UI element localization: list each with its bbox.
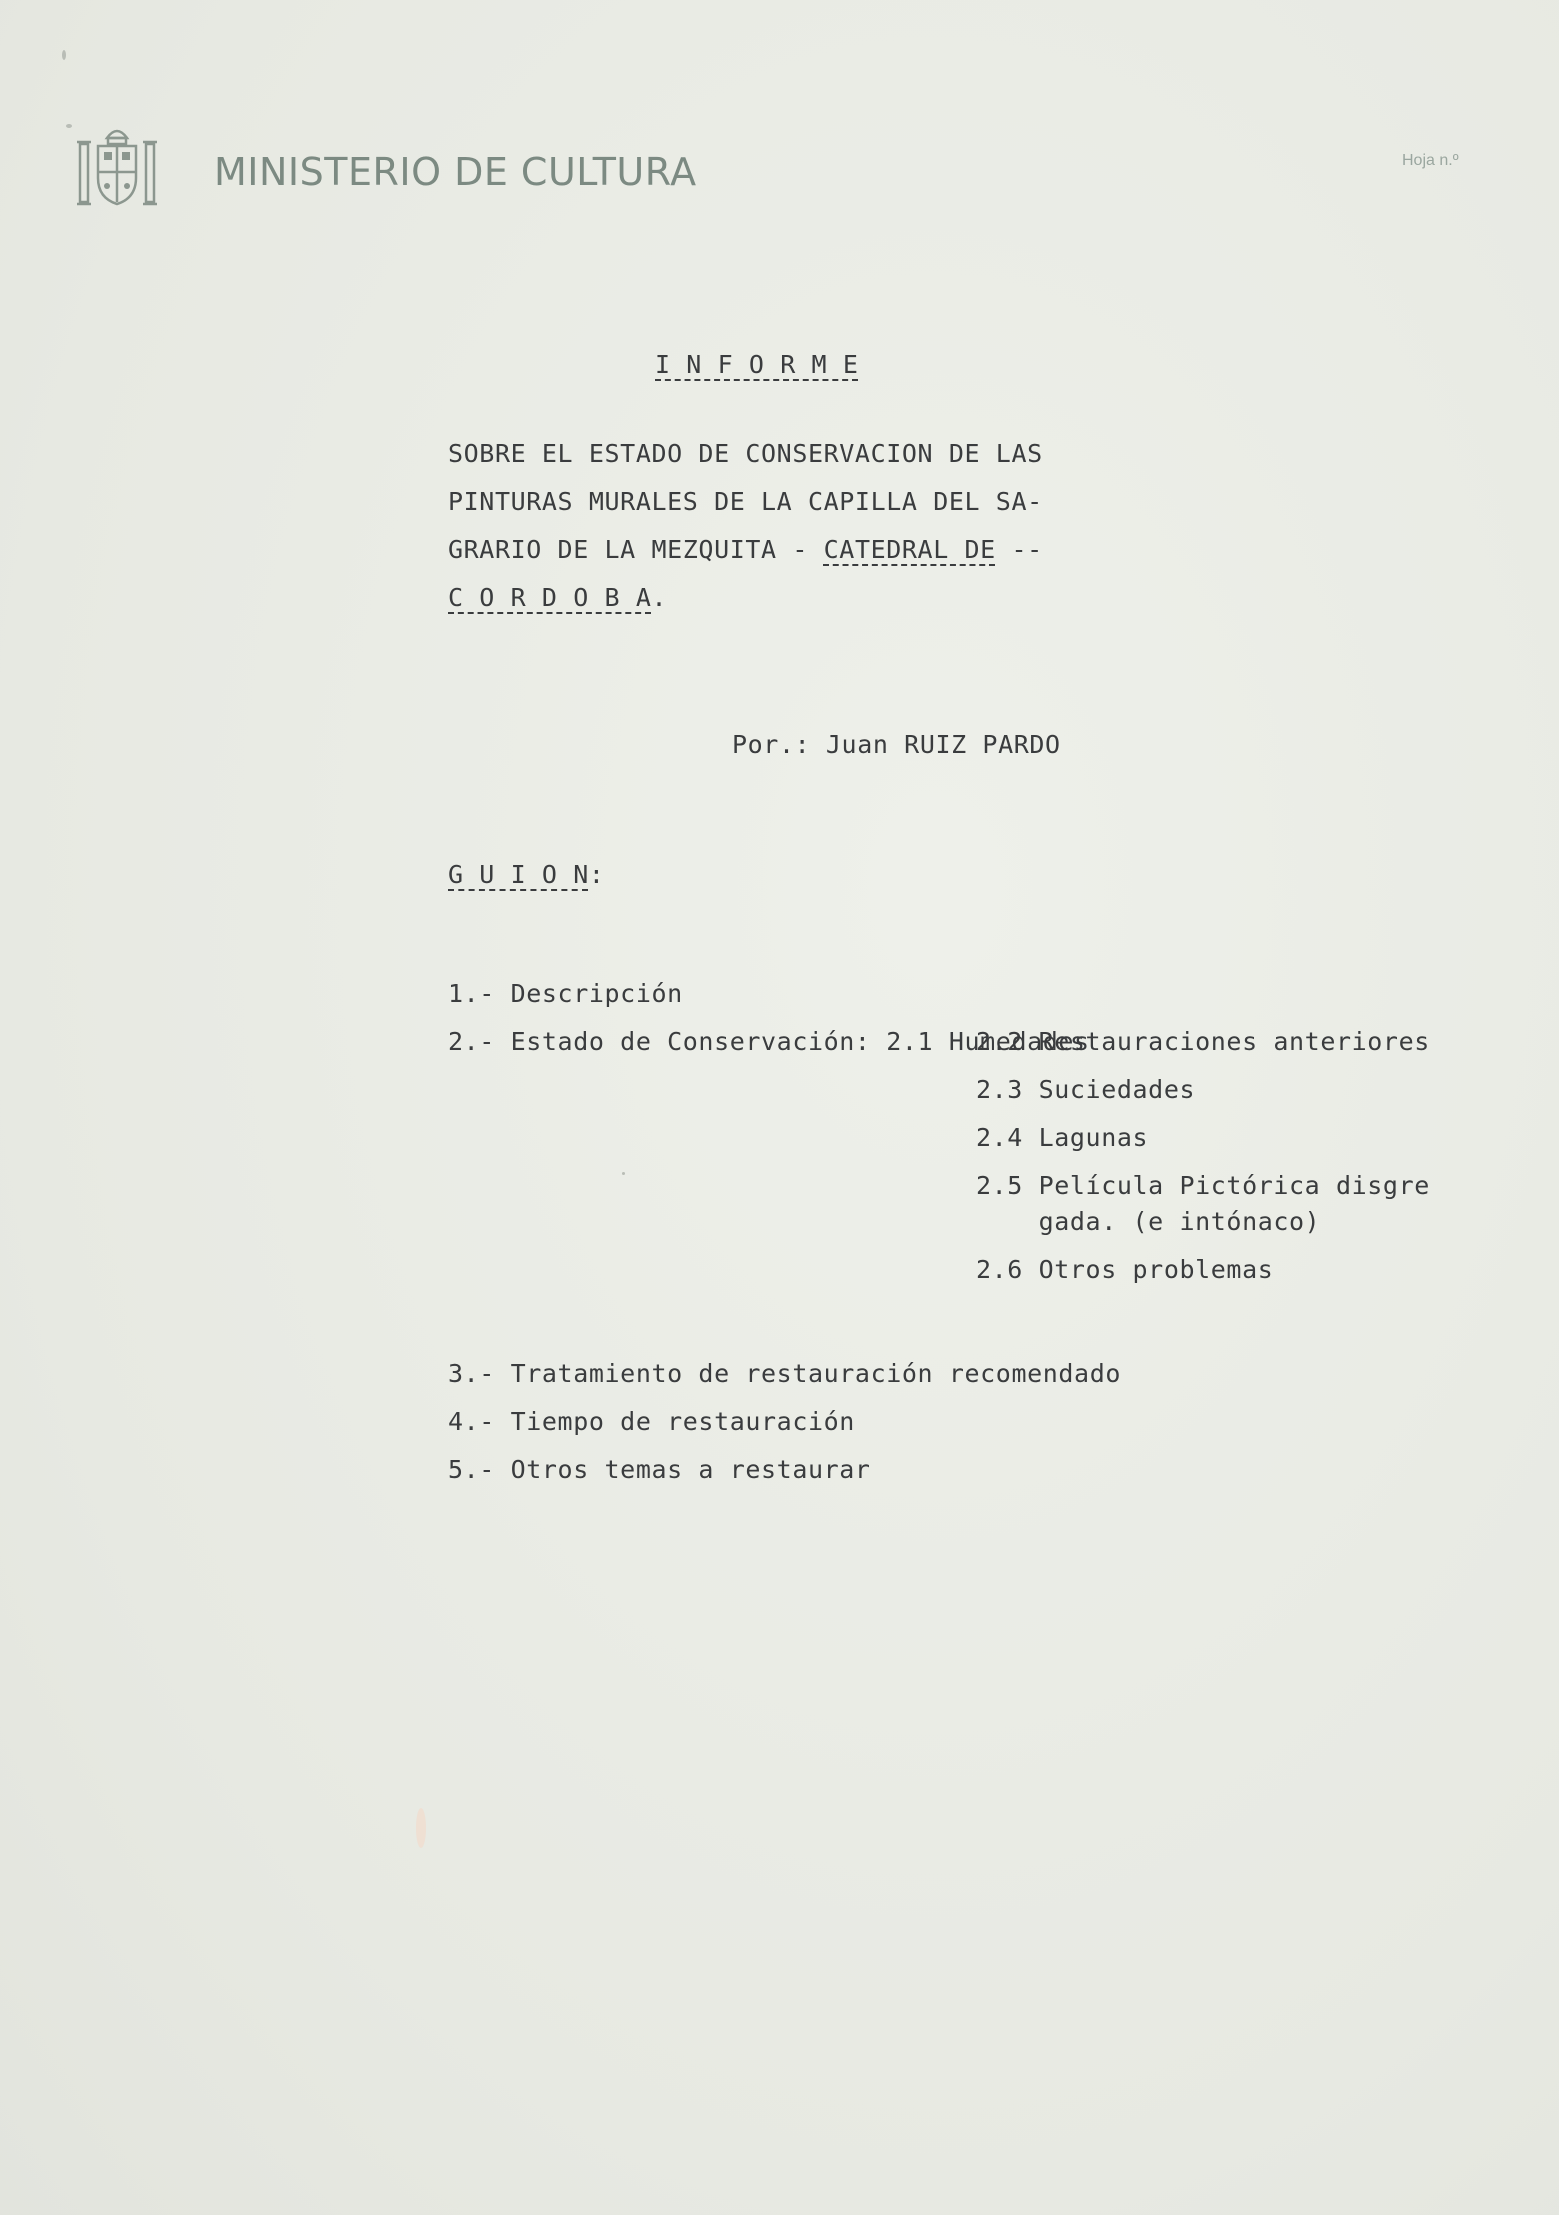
list-item: 2.4 Lagunas [976,1123,1149,1152]
subject-dash: -- [995,535,1043,564]
subject-cordoba: C O R D O B A [448,583,652,612]
list-item: 2.3 Suciedades [976,1075,1196,1104]
list-item-continuation: gada. (e intónaco) [976,1207,1321,1236]
paper-speck [62,50,66,60]
list-item: 5.- Otros temas a restaurar [448,1455,871,1484]
report-subject [448,430,1043,622]
outline-sublist [976,1018,1430,1294]
subject-line-1: SOBRE EL ESTADO DE CONSERVACION DE LAS [448,439,1043,468]
report-author: Por.: Juan RUIZ PARDO [732,730,1061,759]
report-title: I N F O R M E [655,350,859,379]
paper-speck [66,124,72,128]
list-item: 2.6 Otros problemas [976,1255,1274,1284]
subject-period: . [651,583,668,612]
paper-speck [416,1808,426,1848]
list-item: 2.2 Restauraciones anteriores [976,1027,1430,1056]
sheet-number-label: Hoja n.º [1402,152,1459,169]
ministry-name: MINISTERIO DE CULTURA [214,150,697,194]
list-item: 2.5 Película Pictórica disgre [976,1171,1430,1200]
guion-heading-text: G U I O N [448,860,589,889]
list-item: 3.- Tratamiento de restauración recomendado [448,1359,1122,1388]
list-item: 4.- Tiempo de restauración [448,1407,855,1436]
guion-colon: : [588,860,605,889]
subject-line-3: GRARIO DE LA MEZQUITA - [448,535,824,564]
list-item: 2.- Estado de Conservación: 2.1 Humedades [448,1027,1090,1056]
spanish-coat-of-arms-icon [74,120,160,212]
outline-list-continued [448,1350,1121,1494]
paper-speck [622,1172,625,1175]
subject-catedral: CATEDRAL DE [823,535,996,564]
subject-line-2: PINTURAS MURALES DE LA CAPILLA DEL SA- [448,487,1043,516]
list-item: 1.- Descripción [448,979,683,1008]
guion-heading [448,860,605,889]
